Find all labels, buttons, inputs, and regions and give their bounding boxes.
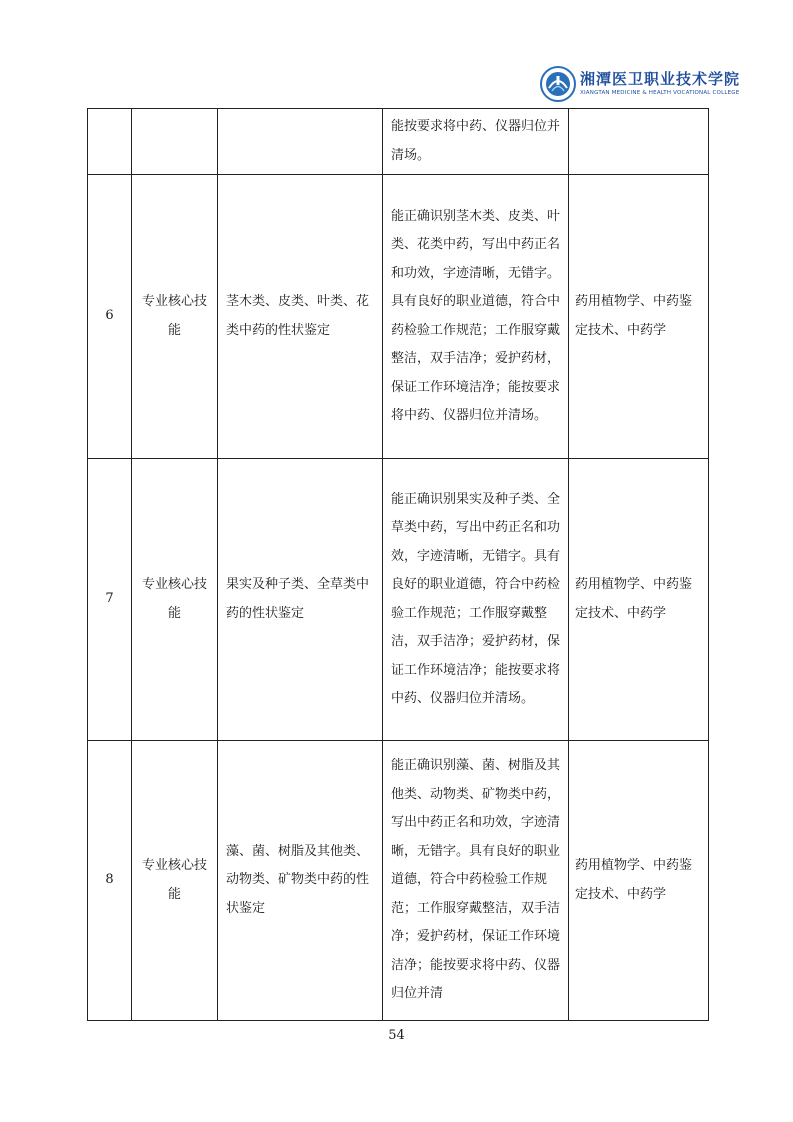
table-row xyxy=(88,109,709,175)
row-requirement: 能正确识别果实及种子类、全草类中药，写出中药正名和功效，字迹清晰，无错字。具有良好的职业道德，符合中药检验工作规范；工作服穿戴整洁，双手洁净；爱护药材，保证工作环境洁净；能按要求将中药、仪器归位并清场。 xyxy=(391,491,561,706)
row-category: 专业核心技能 xyxy=(142,294,208,338)
cell-courses xyxy=(569,175,709,459)
cell-item xyxy=(218,741,383,1021)
row-index: 7 xyxy=(105,591,114,607)
table-row xyxy=(88,741,709,1021)
cell-item xyxy=(218,175,383,459)
cell-category xyxy=(132,459,218,741)
cell-index xyxy=(88,109,132,175)
cell-category xyxy=(132,741,218,1021)
cell-courses xyxy=(569,741,709,1021)
row-index: 8 xyxy=(105,872,114,888)
cell-index xyxy=(88,175,132,459)
cell-category xyxy=(132,109,218,175)
row-item: 藻、菌、树脂及其他类、动物类、矿物类中药的性状鉴定 xyxy=(226,843,370,916)
college-logo xyxy=(540,64,741,110)
row-index: 6 xyxy=(105,308,114,324)
row-requirement: 能正确识别茎木类、皮类、叶类、花类中药，写出中药正名和功效，字迹清晰，无错字。具有良好的职业道德，符合中药检验工作规范；工作服穿戴整洁，双手洁净；爱护药材，保证工作环境洁净；能按要求将中药、仪器归位并清场。 xyxy=(391,208,561,423)
cell-category xyxy=(132,175,218,459)
cell-index xyxy=(88,741,132,1021)
college-name-cn: 湘潭医卫职业技术学院 xyxy=(580,70,741,88)
cell-item xyxy=(218,109,383,175)
row-item: 果实及种子类、全草类中药的性状鉴定 xyxy=(226,577,370,621)
college-name-en: XIANGTAN MEDICINE & HEALTH VOCATIONAL COLLEGE xyxy=(580,90,740,96)
row-courses: 药用植物学、中药鉴定技术、中药学 xyxy=(575,577,693,621)
cell-courses xyxy=(569,109,709,175)
cell-courses xyxy=(569,459,709,741)
cell-requirement xyxy=(383,109,569,175)
cell-requirement xyxy=(383,175,569,459)
row-requirement: 能按要求将中药、仪器归位并清场。 xyxy=(391,119,561,163)
skills-table xyxy=(87,108,709,1021)
row-item: 茎木类、皮类、叶类、花类中药的性状鉴定 xyxy=(226,294,370,338)
cell-requirement xyxy=(383,459,569,741)
table-row xyxy=(88,175,709,459)
cell-requirement xyxy=(383,741,569,1021)
row-courses: 药用植物学、中药鉴定技术、中药学 xyxy=(575,294,693,338)
college-emblem-icon xyxy=(540,64,576,104)
row-requirement: 能正确识别藻、菌、树脂及其他类、动物类、矿物类中药，写出中药正名和功效，字迹清晰，无错字。具有良好的职业道德，符合中药检验工作规范；工作服穿戴整洁，双手洁净；爱护药材，保证工作环境洁净；能按要求将中药、仪器归位并清 xyxy=(391,758,561,1002)
page-number: 54 xyxy=(388,1028,405,1043)
cell-index xyxy=(88,459,132,741)
row-category: 专业核心技能 xyxy=(142,858,208,902)
table-row xyxy=(88,459,709,741)
row-category: 专业核心技能 xyxy=(142,577,208,621)
row-courses: 药用植物学、中药鉴定技术、中药学 xyxy=(575,858,693,902)
cell-item xyxy=(218,459,383,741)
